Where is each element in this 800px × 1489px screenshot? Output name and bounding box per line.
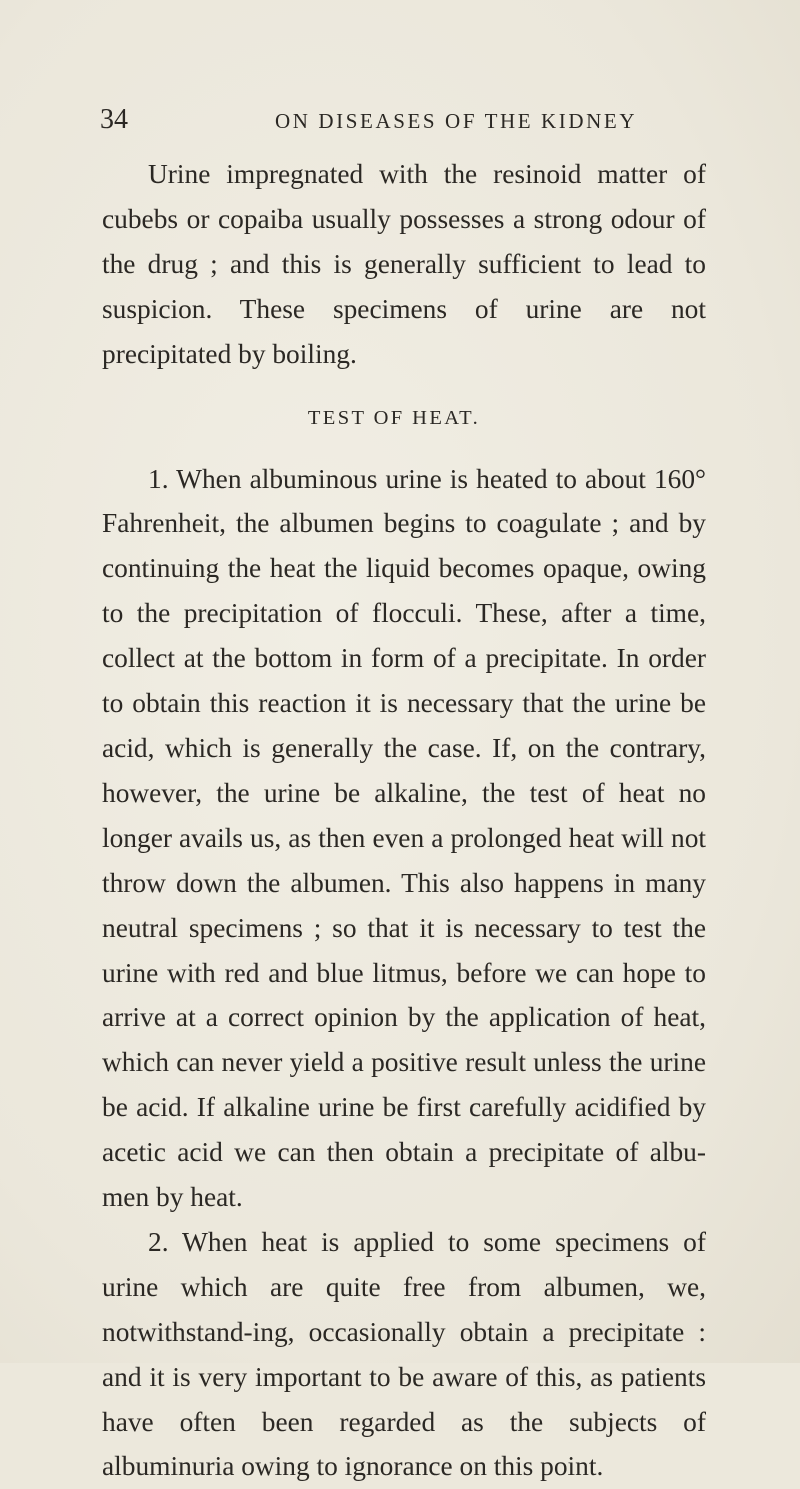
body-text xyxy=(102,152,706,1489)
paragraph-intro: Urine impregnated with the resinoid matter of cubebs or copaiba usually possesses a strong odour of the drug ; and this is generally sufficient to lead to suspicion. These specimens of urine are not precipitated by boiling. xyxy=(102,159,706,369)
page-number: 34 xyxy=(100,104,128,135)
running-title: ON DISEASES OF THE KIDNEY xyxy=(275,109,638,133)
section-heading: TEST OF HEAT. xyxy=(307,406,481,429)
paragraph-point-2: 2. When heat is applied to some specimens of urine which are quite free from albumen, we, notwithstand-ing, occasionally obtain a precipitate : and it is very important to be aware of this, as patients have often been regarded as the subjects of albuminuria owing to ignorance on this point. xyxy=(102,1226,706,1482)
paragraph-point-1: 1. When albuminous urine is heated to about 160° Fahrenheit, the albumen begins to coagulate ; and by continuing the heat the liquid becomes opaque, owing to the precipitation of flocculi. These, after a time, collect at the bottom in form of a precipitate. In order to obtain this reaction it is necessary that the urine be acid, which is generally the case. If, on the contrary, however, the urine be alkaline, the test of heat no longer avails us, as then even a prolonged heat will not throw down the albumen. This also happens in many neutral specimens ; so that it is necessary to test the urine with red and blue litmus, before we can hope to arrive at a correct opinion by the application of heat, which can never yield a positive result unless the urine be acid. If alkaline urine be first carefully acidified by acetic acid we can then obtain a precipitate of albu-men by heat. xyxy=(102,463,706,1213)
running-head xyxy=(100,104,700,136)
